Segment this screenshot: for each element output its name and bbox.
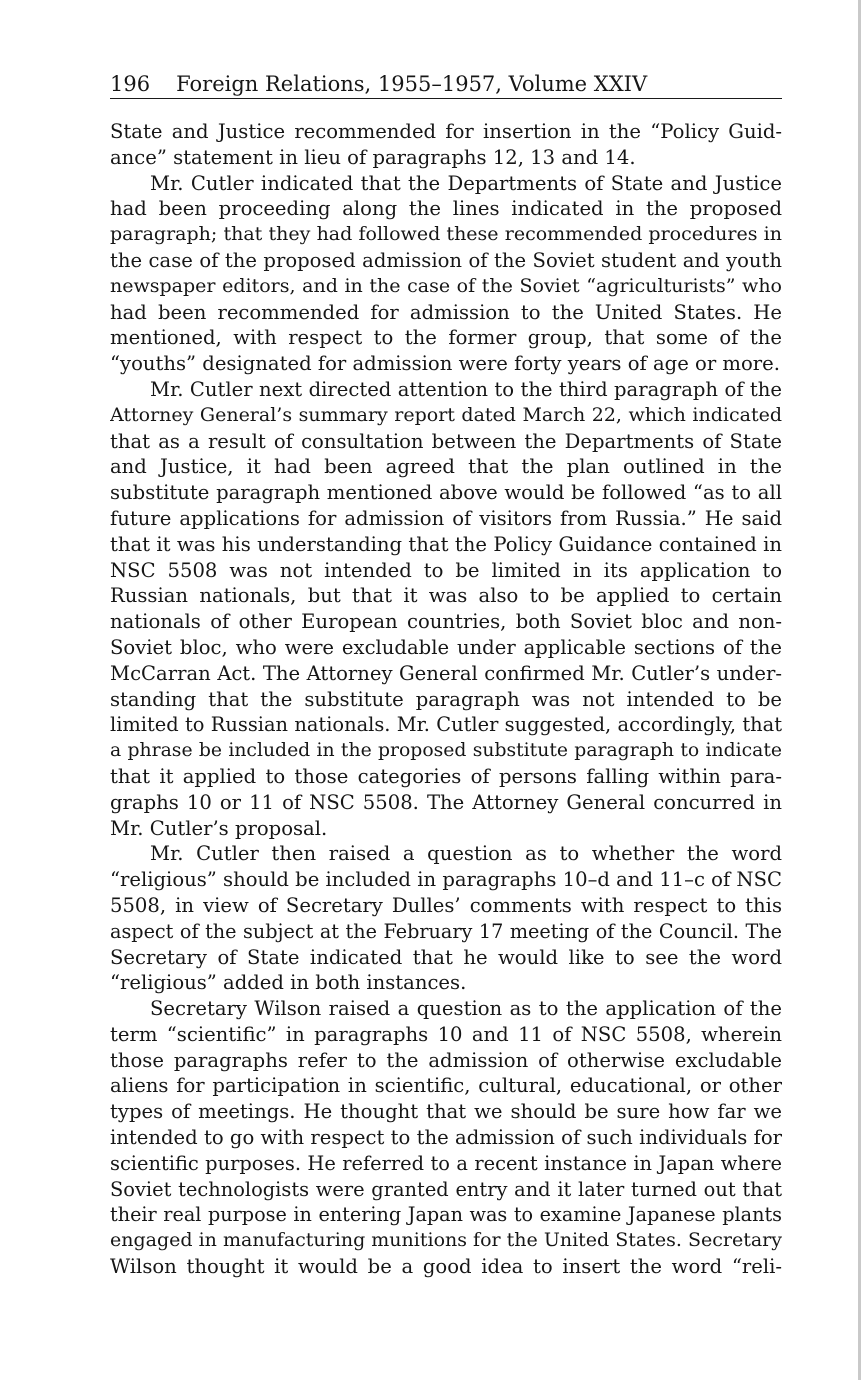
text-line: State and Justice recommended for insertion in the “Policy Guid- xyxy=(110,120,782,143)
text-line: types of meetings. He thought that we should be sure how far we xyxy=(110,1100,782,1124)
text-line: ance” statement in lieu of paragraphs 12, 13 and 14. xyxy=(110,145,636,169)
text-line: Soviet bloc, who were excludable under applicable sections of the xyxy=(110,635,782,659)
body-text xyxy=(110,119,782,1280)
text-line: Secretary of State indicated that he would like to see the word xyxy=(110,945,782,969)
text-line: aspect of the subject at the February 17 meeting of the Council. The xyxy=(110,919,782,943)
text-line: future applications for admission of visitors from Russia.” He said xyxy=(110,506,782,530)
text-line: Wilson thought it would be a good idea to insert the word “reli- xyxy=(110,1255,782,1279)
text-line: “youths” designated for admission were forty years of age or more. xyxy=(110,352,780,376)
text-line: Mr. Cutler’s proposal. xyxy=(110,816,328,840)
text-line: Attorney General’s summary report dated March 22, which indicated xyxy=(110,403,782,426)
text-line: their real purpose in entering Japan was to examine Japanese plants xyxy=(110,1203,782,1227)
text-line: Soviet technologists were granted entry and it later turned out that xyxy=(110,1177,782,1201)
text-line: engaged in manufacturing munitions for the United States. Secretary xyxy=(110,1229,782,1252)
text-line: Mr. Cutler then raised a question as to whether the word xyxy=(150,842,782,866)
text-line: those paragraphs refer to the admission of otherwise excludable xyxy=(110,1048,782,1072)
text-line: term “scientific” in paragraphs 10 and 11 of NSC 5508, wherein xyxy=(110,1022,782,1046)
text-line: the case of the proposed admission of the Soviet student and youth xyxy=(110,248,782,272)
text-line: a phrase be included in the proposed substitute paragraph to indicate xyxy=(110,740,782,762)
running-header-title: Foreign Relations, 1955–1957, Volume XXIV xyxy=(176,72,648,96)
text-line: substitute paragraph mentioned above would be followed “as to all xyxy=(110,481,782,505)
text-line: paragraph; that they had followed these recommended procedures in xyxy=(110,223,782,246)
text-line: Mr. Cutler next directed attention to the third paragraph of the xyxy=(150,377,782,401)
text-line: graphs 10 or 11 of NSC 5508. The Attorney General concurred in xyxy=(110,790,782,814)
text-line: Russian nationals, but that it was also to be applied to certain xyxy=(110,584,782,608)
text-line: intended to go with respect to the admission of such individuals for xyxy=(110,1126,782,1150)
text-line: that it applied to those categories of persons falling within para- xyxy=(110,764,782,788)
text-line: “religious” added in both instances. xyxy=(110,971,467,995)
text-line: McCarran Act. The Attorney General confirmed Mr. Cutler’s under- xyxy=(110,661,782,685)
text-line: that it was his understanding that the Policy Guidance contained in xyxy=(110,532,782,556)
text-line: NSC 5508 was not intended to be limited in its application to xyxy=(110,558,782,582)
text-line: scientific purposes. He referred to a recent instance in Japan where xyxy=(110,1151,782,1175)
text-line: and Justice, it had been agreed that the plan outlined in the xyxy=(110,455,782,479)
text-line: 5508, in view of Secretary Dulles’ comments with respect to this xyxy=(110,893,782,917)
text-line: limited to Russian nationals. Mr. Cutler suggested, accordingly, that xyxy=(110,713,782,737)
text-line: that as a result of consultation between the Departments of State xyxy=(110,429,782,453)
text-line: had been proceeding along the lines indicated in the proposed xyxy=(110,197,782,221)
text-line: Mr. Cutler indicated that the Departments of State and Justice xyxy=(150,171,782,195)
text-line: Secretary Wilson raised a question as to the application of the xyxy=(150,997,782,1021)
text-line: mentioned, with respect to the former group, that some of the xyxy=(110,326,782,350)
text-line: nationals of other European countries, both Soviet bloc and non- xyxy=(110,610,782,634)
text-line: had been recommended for admission to the United States. He xyxy=(110,300,782,324)
text-line: standing that the substitute paragraph was not intended to be xyxy=(110,687,782,711)
page-number: 196 xyxy=(110,72,151,96)
text-line: newspaper editors, and in the case of the Soviet “agriculturists” who xyxy=(110,274,782,297)
text-line: aliens for participation in scientific, cultural, educational, or other xyxy=(110,1074,782,1098)
running-header xyxy=(110,70,782,99)
text-line: “religious” should be included in paragraphs 10–d and 11–c of NSC xyxy=(110,868,782,892)
